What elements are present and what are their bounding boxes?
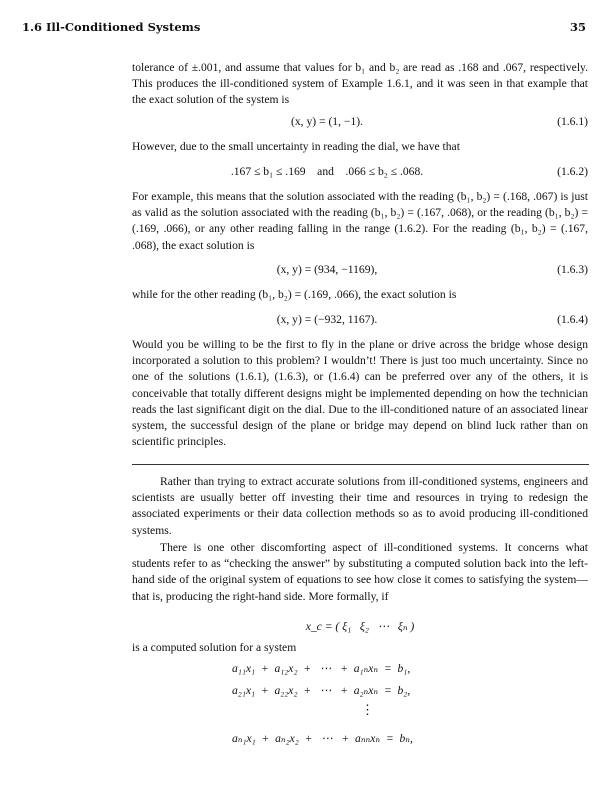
section-divider (132, 464, 589, 465)
equation-number: (1.6.4) (557, 313, 588, 326)
equation-1-6-2 (132, 164, 588, 180)
paragraph-readings (132, 189, 588, 254)
equation-body: (x, y) = (934, −1169), (276, 263, 378, 276)
paragraph-text: while for the other reading (b₁, b₂) = (.169, .066), the exact solution is (132, 288, 457, 301)
equation-1-6-4 (132, 312, 588, 328)
paragraph-text: There is one other discomforting aspect of ill-conditioned systems. It concerns what students refer to as “checking the answer” by substituting a computed solution back into the left-hand side of the original system of equations to see how close it comes to satisfying the system—that is, producing the right-hand side. More formally, if (132, 541, 588, 603)
paragraph-intro (132, 60, 588, 109)
equation-body: x_c = ( ξ₁ ξ₂ ⋯ ξₙ ) (305, 620, 415, 633)
running-head (22, 20, 586, 34)
paragraph-text: However, due to the small uncertainty in reading the dial, we have that (132, 140, 460, 153)
paragraph-text: tolerance of ±.001, and assume that values for b₁ and b₂ are read as .168 and .067, respectively. This produces the ill-conditioned system of Example 1.6.1, and it was seen in that example that the exact solution of the system is (132, 61, 588, 107)
paragraph-rather-than (132, 474, 588, 539)
equation-1-6-3 (132, 262, 588, 278)
computed-solution-vector (132, 619, 588, 635)
equation-body: (x, y) = (1, −1). (291, 115, 363, 128)
system-row-2: a₂₁x₁ + a₂₂x₂ + ⋯ + a₂ₙxₙ = b₂, (232, 684, 411, 697)
section-title: 1.6 Ill-Conditioned Systems (22, 20, 201, 34)
equation-body: .167 ≤ b₁ ≤ .169 and .066 ≤ b₂ ≤ .068. (230, 165, 424, 178)
equation-number: (1.6.1) (557, 115, 588, 128)
paragraph-computed-solution (132, 640, 588, 656)
system-row-n: aₙ₁x₁ + aₙ₂x₂ + ⋯ + aₙₙxₙ = bₙ, (232, 732, 413, 745)
system-row-1: a₁₁x₁ + a₁₂x₂ + ⋯ + a₁ₙxₙ = b₁, (232, 662, 411, 675)
paragraph-text: For example, this means that the solution associated with the reading (b₁, b₂) = (.168, .067) is just as valid as the solution associated with the reading (b₁, b₂) = (.167, .068), or the reading (b₁, b₂) = (.169, .066), or any other reading falling in the range (1.6.2). For the reading (b₁, b₂) = (.167, .068), the exact solution is (132, 190, 588, 252)
equation-number: (1.6.3) (557, 263, 588, 276)
paragraph-text: is a computed solution for a system (132, 641, 297, 654)
page-number: 35 (569, 20, 586, 34)
equation-body: (x, y) = (−932, 1167). (276, 313, 378, 326)
equation-number: (1.6.2) (557, 165, 588, 178)
paragraph-would-you (132, 337, 588, 450)
paragraph-other-reading (132, 287, 588, 303)
paragraph-text: Rather than trying to extract accurate solutions from ill-conditioned systems, engineers and scientists are usually better off investing their time and resources in trying to redesign the associated experiments or their data collection methods so as to avoid producing ill-conditioned systems. (132, 475, 588, 537)
vertical-ellipsis: ⋮ (361, 703, 374, 718)
equation-1-6-1 (132, 114, 588, 130)
paragraph-text: Would you be willing to be the first to fly in the plane or drive across the bridge whose design incorporated a solution to this problem? I wouldn’t! There is just too much uncertainty. Since no one of the solutions (1.6.1), (1.6.3), or (1.6.4) can be preferred over any of the others, it is conceivable that totally different designs might be implemented depending on how the technician reads the last significant digit on the dial. Due to the ill-conditioned nature of an associated linear system, the successful design of the plane or bridge may depend on blind luck rather than on scientific principles. (132, 338, 588, 449)
paragraph-discomforting (132, 540, 588, 605)
paragraph-uncertainty (132, 139, 588, 155)
